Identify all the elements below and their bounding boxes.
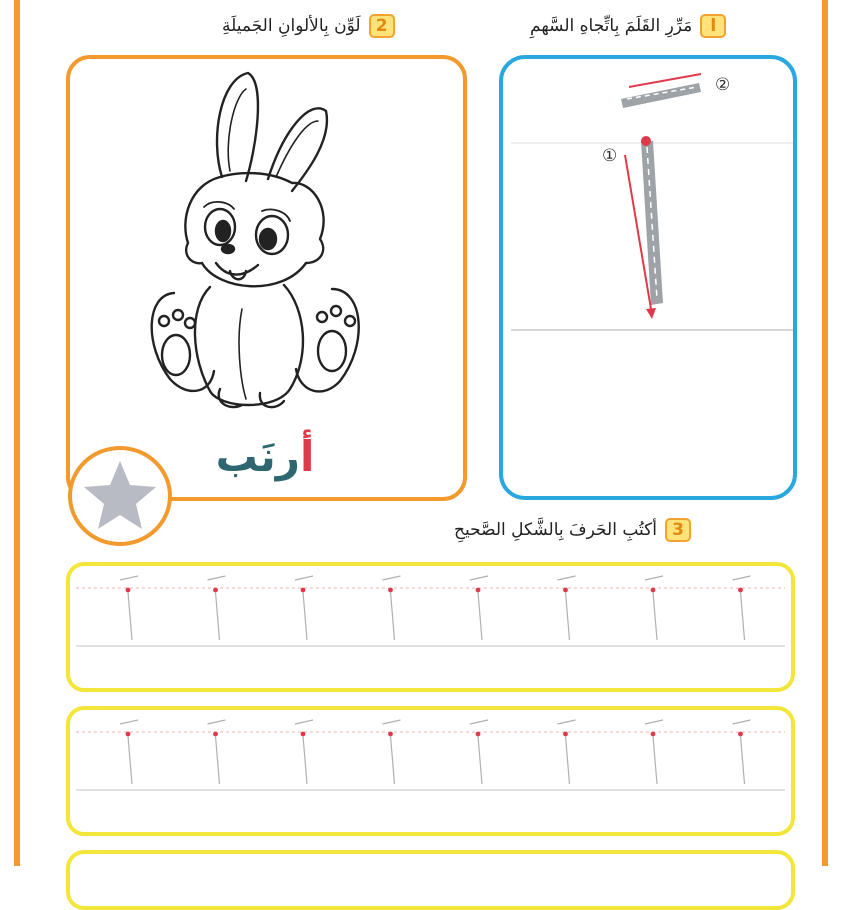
instruction-3 <box>454 518 691 542</box>
star-badge <box>68 446 172 546</box>
step-1-badge: ا <box>700 14 726 38</box>
word-rest: رنَب <box>215 432 300 481</box>
dotted-alif <box>558 720 576 784</box>
stroke-label-1: ① <box>602 146 618 166</box>
dotted-alif <box>383 720 401 784</box>
start-dot <box>641 136 651 146</box>
stroke-label-2: ② <box>715 75 731 95</box>
dotted-alif <box>208 720 226 784</box>
instruction-3-text: أكتُبِ الحَرفَ بِالشَّكلِ الصَّحيحِ <box>454 520 657 540</box>
trace-panel <box>499 55 797 500</box>
dotted-alif <box>120 720 138 784</box>
dotted-alif <box>295 720 313 784</box>
dotted-alif <box>120 576 138 640</box>
writing-row-2 <box>70 710 791 832</box>
dotted-alif <box>470 720 488 784</box>
dotted-alif <box>383 576 401 640</box>
dotted-alif <box>733 720 751 784</box>
instruction-1 <box>530 14 726 38</box>
pencil-stroke-alif <box>625 136 663 319</box>
pencil-stroke-hamza <box>621 74 701 108</box>
dotted-alif <box>208 576 226 640</box>
dotted-alif <box>733 576 751 640</box>
writing-box-3[interactable] <box>66 850 795 910</box>
dotted-alif <box>295 576 313 640</box>
page-border-left <box>14 0 20 866</box>
arrow-head <box>646 308 656 319</box>
word-rabbit <box>200 432 330 481</box>
dotted-alif <box>645 576 663 640</box>
writing-box-2[interactable] <box>66 706 795 836</box>
instruction-2-text: لَوِّن بِالألوانِ الجَميلَةِ <box>222 16 361 36</box>
writing-row-1 <box>70 566 791 688</box>
writing-box-1[interactable] <box>66 562 795 692</box>
instruction-1-text: مَرِّرِ القَلَمَ بِاتِّجاهِ السَّهمِ <box>530 16 693 36</box>
step-2-badge: 2 <box>369 14 395 38</box>
star-icon <box>80 457 160 535</box>
dotted-alif <box>470 576 488 640</box>
dotted-alif <box>558 576 576 640</box>
instruction-2 <box>222 14 395 38</box>
page-border-right <box>822 0 828 866</box>
dotted-alif <box>645 720 663 784</box>
trace-guides <box>503 59 793 496</box>
word-first-letter: أ <box>300 432 315 481</box>
step-3-badge: 3 <box>665 518 691 542</box>
